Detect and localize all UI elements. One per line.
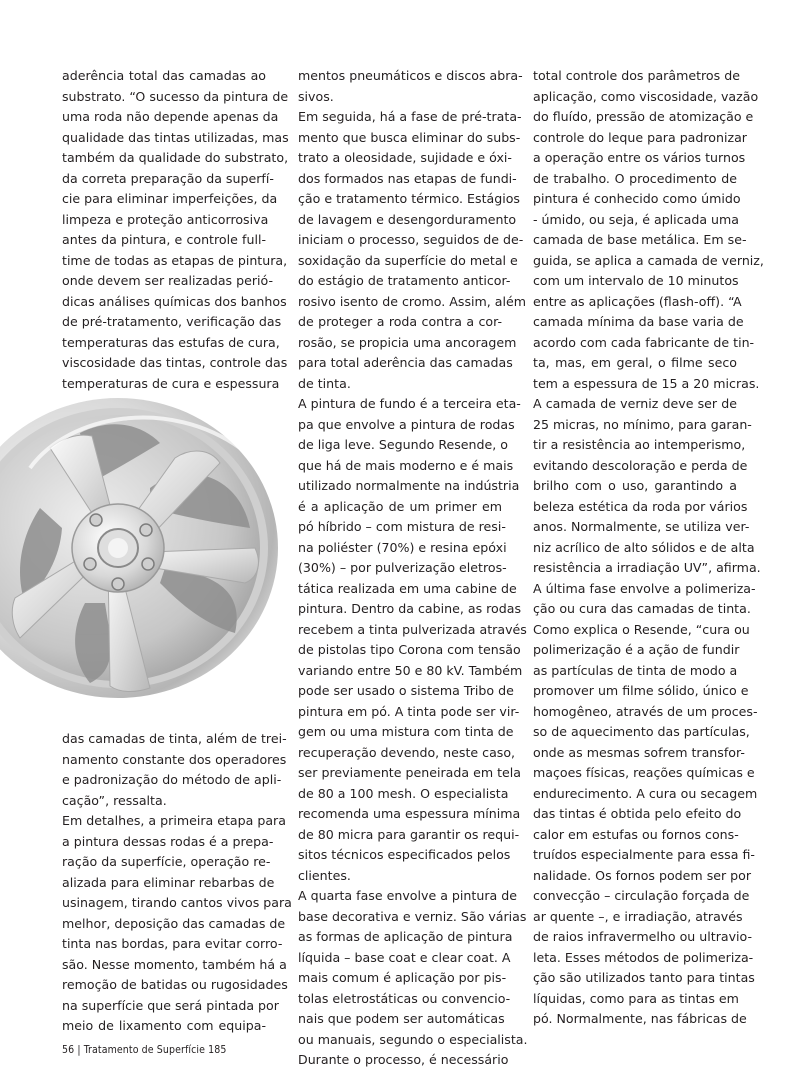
text-line: evitando descoloração e perda de	[533, 457, 748, 473]
text-line: resistência a irradiação UV”, afirma.	[533, 560, 761, 575]
text-line: pó híbrido – com mistura de resi-	[298, 519, 506, 534]
text-line: de 80 a 100 mesh. O especialista	[298, 785, 509, 801]
text-line: convecção – circulação forçada de	[533, 888, 750, 903]
text-line: ar quente –, e irradiação, através	[533, 908, 743, 924]
text-line: acordo com cada fabricante de tin-	[533, 334, 755, 350]
text-line: anos. Normalmente, se utiliza ver-	[533, 519, 750, 534]
text-line: niz acrílico de alto sólidos e de alta	[533, 539, 755, 555]
text-line: a pintura dessas rodas é a prepa-	[62, 833, 274, 849]
text-line: líquida – base coat e clear coat. A	[298, 949, 511, 965]
column-2	[298, 66, 528, 1071]
text-line: ta, mas, em geral, o filme seco	[533, 355, 737, 370]
alloy-wheel-image	[0, 388, 282, 700]
text-line: recomenda uma espessura mínima	[298, 806, 521, 821]
text-line: das tintas é obtida pelo efeito do	[533, 806, 742, 821]
text-line: de liga leve. Segundo Resende, o	[298, 437, 508, 452]
text-line: Como explica o Resende, “cura ou	[533, 621, 750, 637]
text-line: pó. Normalmente, nas fábricas de	[533, 1011, 747, 1026]
text-line: pintura. Dentro da cabine, as rodas	[298, 601, 522, 616]
text-line: melhor, deposição das camadas de	[62, 915, 286, 931]
text-line: maçoes físicas, reações químicas e	[533, 765, 755, 780]
text-line: antes da pintura, e controle full-	[62, 232, 266, 247]
page-footer: 56 | Tratamento de Superfície 185	[62, 1044, 227, 1056]
text-line: clientes.	[298, 867, 351, 883]
text-line: onde as mesmas sofrem transfor-	[533, 744, 745, 760]
text-line: cação”, ressalta.	[62, 792, 167, 808]
text-line: também da qualidade do substrato,	[62, 150, 289, 165]
text-line: pode ser usado o sistema Tribo de	[298, 683, 514, 698]
text-line: trato a oleosidade, sujidade e óxi-	[298, 150, 512, 165]
text-line: usinagem, tirando cantos vivos para	[62, 895, 292, 910]
text-line: de lavagem e desengorduramento	[298, 211, 517, 227]
text-line: namento constante dos operadores	[62, 751, 287, 767]
text-line: na superfície que será pintada por	[62, 997, 279, 1013]
text-line: utilizado normalmente na indústria	[298, 478, 520, 493]
text-line: a operação entre os vários turnos	[533, 150, 746, 165]
text-line: substrato. “O sucesso da pintura de	[62, 88, 289, 104]
text-line: A última fase envolve a polimeriza-	[533, 580, 756, 596]
text-line: guida, se aplica a camada de verniz,	[533, 252, 764, 268]
text-line: ração da superfície, operação re-	[62, 854, 271, 869]
text-line: Durante o processo, é necessário	[298, 1052, 509, 1067]
text-line: na poliéster (70%) e resina epóxi	[298, 539, 507, 555]
text-line: base decorativa e verniz. São várias	[298, 908, 527, 924]
text-line: são. Nesse momento, também há a	[62, 956, 287, 972]
text-line: truídos especialmente para essa fi-	[533, 847, 755, 862]
text-line: ção são utilizados tanto para tintas	[533, 970, 755, 985]
text-line: rosão, se propicia uma ancoragem	[298, 334, 517, 350]
text-line: de 80 micra para garantir os requi-	[298, 826, 520, 842]
text-line: (30%) – por pulverização eletros-	[298, 560, 507, 575]
column-1-bottom	[62, 729, 292, 1037]
text-line: tinta nas bordas, para evitar corro-	[62, 936, 283, 951]
text-line: alizada para eliminar rebarbas de	[62, 874, 275, 890]
text-line: homogêneo, através de um proces-	[533, 703, 758, 719]
text-line: promover um filme sólido, único e	[533, 683, 749, 698]
text-line: tem a espessura de 15 a 20 micras.	[533, 375, 760, 391]
text-line: pintura em pó. A tinta pode ser vir-	[298, 703, 520, 719]
text-line: de pistolas tipo Corona com tensão	[298, 642, 521, 657]
text-line: camada de base metálica. Em se-	[533, 232, 747, 247]
text-line: polimerização é a ação de fundir	[533, 642, 740, 657]
text-line: e padronização do método de apli-	[62, 772, 282, 787]
text-line: mentos pneumáticos e discos abra-	[298, 68, 523, 83]
text-line: onde devem ser realizadas perió-	[62, 273, 274, 288]
text-line: camada mínima da base varia de	[533, 314, 744, 329]
text-line: as formas de aplicação de pintura	[298, 929, 513, 944]
text-line: mento que busca eliminar do subs-	[298, 129, 521, 145]
text-line: calor em estufas ou fornos cons-	[533, 826, 739, 842]
text-line: limpeza e proteção anticorrosiva	[62, 211, 269, 227]
text-line: de trabalho. O procedimento de	[533, 170, 737, 186]
text-line: pintura é conhecido como úmido	[533, 191, 741, 206]
text-line: remoção de batidas ou rugosidades	[62, 977, 288, 992]
text-line: Em seguida, há a fase de pré-trata-	[298, 109, 522, 124]
text-line: leta. Esses métodos de polimeriza-	[533, 949, 754, 965]
text-line: endurecimento. A cura ou secagem	[533, 785, 758, 801]
text-line: variando entre 50 e 80 kV. Também	[298, 662, 523, 678]
text-line: total controle dos parâmetros de	[533, 68, 740, 83]
text-line: ção ou cura das camadas de tinta.	[533, 601, 751, 616]
text-line: de pré-tratamento, verificação das	[62, 314, 282, 329]
text-line: A quarta fase envolve a pintura de	[298, 888, 517, 903]
text-line: cie para eliminar imperfeições, da	[62, 191, 278, 206]
text-line: A camada de verniz deve ser de	[533, 396, 737, 411]
text-line: as partículas de tinta de modo a	[533, 662, 738, 678]
text-line: - úmido, ou seja, é aplicada uma	[533, 211, 740, 227]
text-line: do fluído, pressão de atomização e	[533, 109, 754, 124]
text-line: ser previamente peneirada em tela	[298, 765, 521, 780]
text-line: dos formados nas etapas de fundi-	[298, 170, 517, 186]
text-line: temperaturas de cura e espessura	[62, 375, 280, 391]
text-line: viscosidade das tintas, controle das	[62, 355, 288, 370]
text-line: de tinta.	[298, 375, 351, 391]
text-line: nais que podem ser automáticas	[298, 1011, 505, 1026]
text-line: Em detalhes, a primeira etapa para	[62, 813, 286, 828]
text-line: qualidade das tintas utilizadas, mas	[62, 129, 289, 145]
text-line: recuperação devendo, neste caso,	[298, 744, 516, 760]
text-line: tir a resistência ao intemperismo,	[533, 437, 746, 452]
text-line: tática realizada em uma cabine de	[298, 580, 517, 596]
text-line: brilho com o uso, garantindo a	[533, 478, 737, 493]
text-line: soxidação da superfície do metal e	[298, 252, 518, 268]
text-line: da correta preparação da superfí-	[62, 170, 274, 186]
text-line: é a aplicação de um primer em	[298, 498, 502, 514]
text-line: so de aquecimento das partículas,	[533, 724, 750, 739]
text-line: das camadas de tinta, além de trei-	[62, 731, 287, 746]
text-line: time de todas as etapas de pintura,	[62, 252, 288, 268]
text-line: 25 micras, no mínimo, para garan-	[533, 416, 752, 432]
column-1-top	[62, 66, 289, 394]
text-line: tolas eletrostáticas ou convencio-	[298, 990, 511, 1006]
text-line: temperaturas das estufas de cura,	[62, 334, 280, 350]
text-line: A pintura de fundo é a terceira eta-	[298, 396, 521, 411]
text-line: para total aderência das camadas	[298, 355, 513, 370]
text-line: sivos.	[298, 88, 334, 104]
alloy-wheel-icon	[0, 388, 282, 700]
text-line: nalidade. Os fornos podem ser por	[533, 867, 752, 883]
text-line: com um intervalo de 10 minutos	[533, 273, 739, 288]
text-line: aplicação, como viscosidade, vazão	[533, 88, 759, 104]
text-line: dicas análises químicas dos banhos	[62, 293, 287, 309]
text-line: beleza estética da roda por vários	[533, 498, 748, 514]
text-line: ção e tratamento térmico. Estágios	[298, 191, 520, 206]
text-line: mais comum é aplicação por pis-	[298, 970, 507, 985]
text-line: recebem a tinta pulverizada através	[298, 621, 527, 637]
text-line: uma roda não depende apenas da	[62, 109, 279, 124]
text-line: que há de mais moderno e é mais	[298, 457, 514, 473]
text-line: de raios infravermelho ou ultravio-	[533, 929, 753, 944]
text-line: controle do leque para padronizar	[533, 129, 747, 145]
text-line: ou manuais, segundo o especialista.	[298, 1031, 528, 1047]
text-line: sitos técnicos especificados pelos	[298, 847, 511, 862]
text-line: do estágio de tratamento anticor-	[298, 273, 511, 288]
column-3	[533, 66, 764, 1030]
text-line: pa que envolve a pintura de rodas	[298, 416, 515, 432]
text-line: iniciam o processo, seguidos de de-	[298, 232, 524, 247]
text-line: gem ou uma mistura com tinta de	[298, 724, 514, 739]
text-line: de proteger a roda contra a cor-	[298, 314, 502, 329]
text-line: entre as aplicações (flash-off). “A	[533, 293, 742, 309]
text-line: líquidas, como para as tintas em	[533, 990, 739, 1006]
text-line: meio de lixamento com equipa-	[62, 1018, 266, 1033]
text-line: aderência total das camadas ao	[62, 68, 266, 83]
text-line: rosivo isento de cromo. Assim, além	[298, 293, 527, 309]
